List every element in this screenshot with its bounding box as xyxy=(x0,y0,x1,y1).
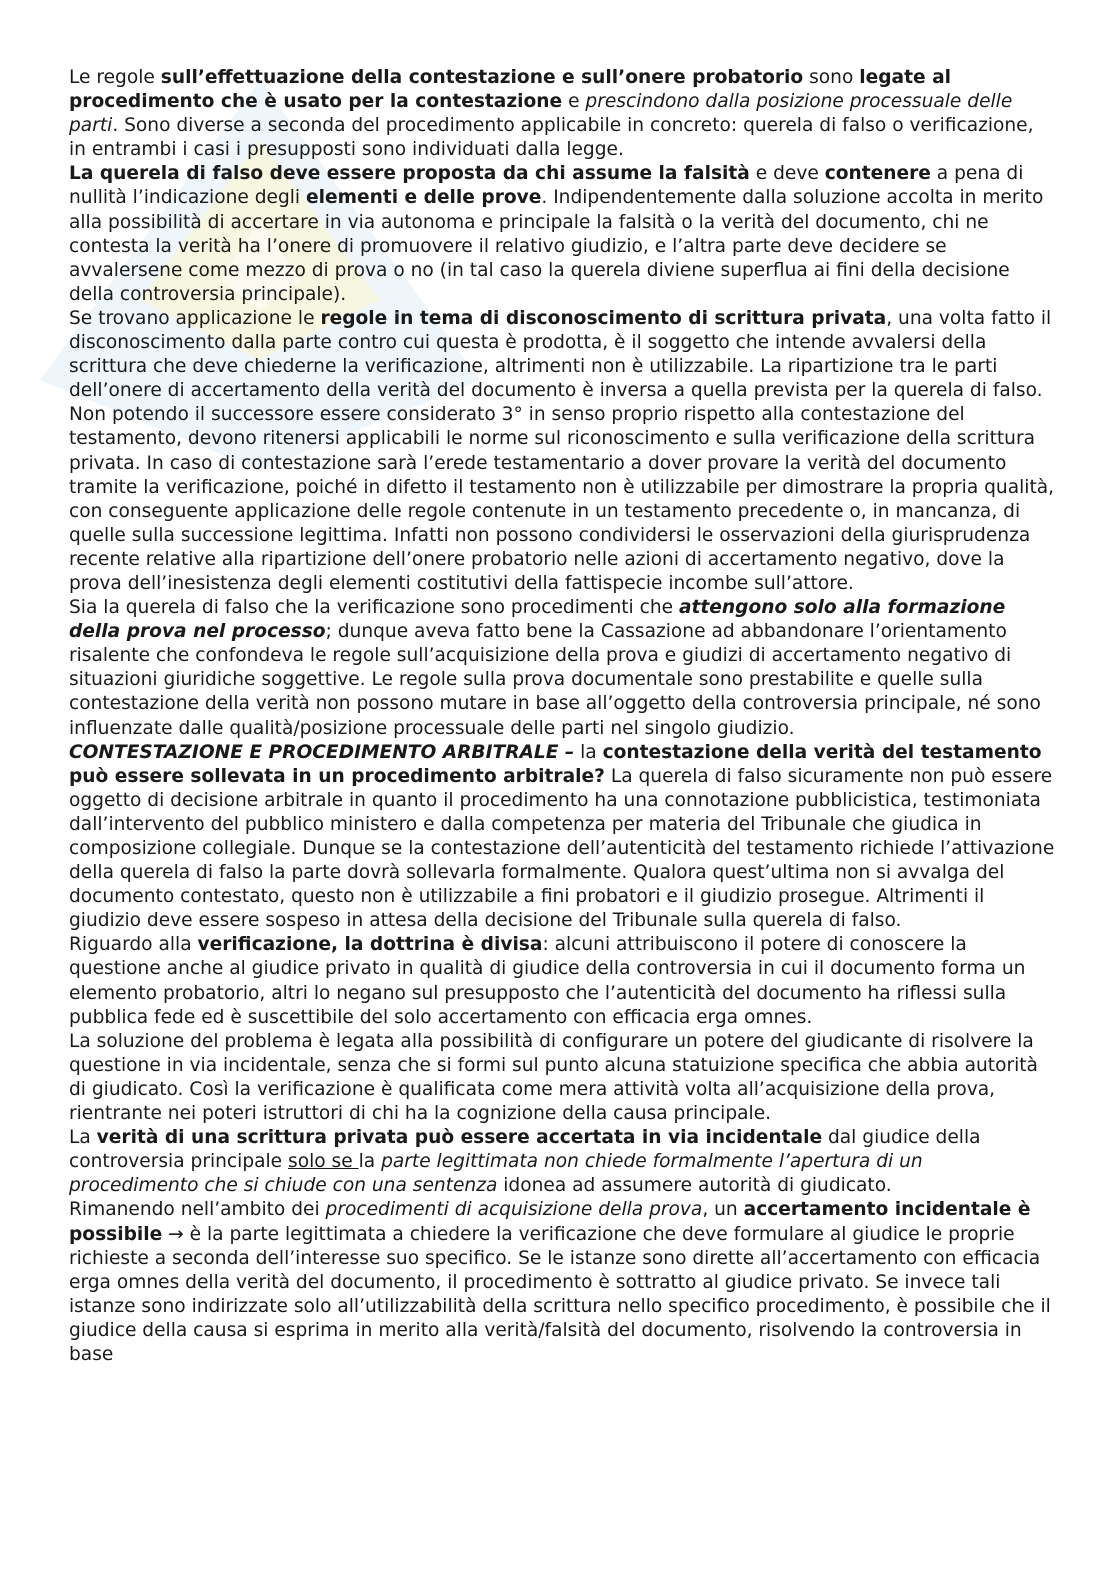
text-run: , un xyxy=(702,1199,744,1221)
text-run: dal giudice della controversia principale xyxy=(69,1127,981,1173)
paragraph-9 xyxy=(69,1126,1056,1198)
text-run: la xyxy=(574,741,603,763)
text-run: Se trovano applicazione le xyxy=(69,307,321,329)
bold-text: sull’effettuazione della contestazione e sull’onere probatorio xyxy=(160,67,804,88)
italic-text: procedimenti di acquisizione della prova xyxy=(325,1199,703,1221)
bold-text: regole in tema di disconoscimento di scrittura privata xyxy=(320,307,887,329)
bold-text: legate al procedimento che è usato per la contestazione xyxy=(69,67,951,113)
text-run: , una volta fatto il disconoscimento dalla parte contro cui questa è prodotta, è il soggetto che intende avvalersi della scrittura che deve chiederne la verificazione, altrimenti non è utilizzabile. La ripartizione tra le parti dell’onere di accertamento della verità del documento è inversa a quella prevista per la querela di falso. xyxy=(69,307,1052,402)
text-run: la xyxy=(358,1151,382,1173)
text-run: . Sono diverse a seconda del procedimento applicabile in concreto: querela di falso o verificazione, in entrambi i casi i presupposti sono individuati dalla legge. xyxy=(69,115,1034,161)
bold-text: contenere xyxy=(824,163,931,185)
paragraph-5 xyxy=(69,596,1056,741)
text-run: Rimanendo nell’ambito dei xyxy=(69,1199,326,1221)
text-run: Le regole xyxy=(69,67,161,88)
text-run: : alcuni attribuiscono il potere di conoscere la questione anche al giudice privato in qualità di giudice della controversia in cui il documento forma un elemento probatorio, altri lo negano sul presupposto che l’autenticità del documento ha riflessi sulla pubblica fede ed è suscettibile del solo accertamento con efficacia erga omnes. xyxy=(69,934,1026,1028)
bold-text: elementi e delle prove xyxy=(306,187,542,209)
paragraph-10 xyxy=(69,1198,1056,1367)
text-run: e xyxy=(562,91,586,113)
paragraph-1 xyxy=(69,66,1056,162)
bold-text: verità di una scrittura privata può essere accertata in via incidentale xyxy=(96,1127,823,1149)
text-run: La xyxy=(69,1127,97,1149)
text-run: idonea ad assumere autorità di giudicato. xyxy=(497,1175,892,1197)
text-run: ; dunque aveva fatto bene la Cassazione ad abbandonare l’orientamento risalente che confondeva le regole sull’acquisizione della prova e giudizi di accertamento negativo di situazioni giuridiche soggettive. Le regole sulla prova documentale sono prestabilite e quelle sulla contestazione della verità non possono mutare in base all’oggetto della controversia principale, né sono influenzate dalle qualità/posizione processuale delle parti nel singolo giudizio. xyxy=(69,621,1041,739)
text-run: Non potendo il successore essere considerato 3° in senso proprio rispetto alla contestazione del testamento, devono ritenersi applicabili le norme sul riconoscimento e sulla verificazione della scrittura privata. In caso di contestazione sarà l’erede testamentario a dover provare la verità del documento tramite la verificazione, poiché in difetto il testamento non è utilizzabile per dimostrare la propria qualità, con conseguente applicazione delle regole contenute in un testamento precedente o, in mancanza, di quelle sulla successione legittima. Infatti non possono condividersi le osservazioni della giurisprudenza recente relative alla ripartizione dell’onere probatorio nelle azioni di accertamento negativo, dove la prova dell’inesistenza degli elementi costitutivi della fattispecie incombe sull’attore. xyxy=(69,404,1055,594)
text-run: Riguardo alla xyxy=(69,934,198,956)
bold-text: contestazione della verità del testamento può essere sollevata in un procedimento arbitrale? xyxy=(69,741,1042,787)
paragraph-7 xyxy=(69,933,1056,1029)
text-run: La soluzione del problema è legata alla possibilità di configurare un potere del giudicante di risolvere la questione in via incidentale, senza che si formi sul punto alcuna statuizione specifica che abbia autorità di giudicato. Così la verificazione è qualificata come mera attività volta all’acquisizione della prova, rientrante nei poteri istruttori di chi ha la cognizione della causa principale. xyxy=(69,1030,1038,1125)
bold-text: verificazione, la dottrina è divisa xyxy=(197,934,543,956)
text-run: a pena di nullità l’indicazione degli xyxy=(69,163,1024,209)
paragraph-4 xyxy=(69,403,1056,596)
text-run: . Indipendentemente dalla soluzione accolta in merito alla possibilità di accertare in via autonoma e principale la falsità o la verità del documento, chi ne contesta la verità ha l’onere di promuovere il relativo giudizio, e l’altra parte deve decidere se avvalersene come mezzo di prova o no (in tal caso la querela diviene superflua ai fini della decisione della controversia principale). xyxy=(69,187,1044,305)
bold-italic-text: attengono solo alla formazione della prova nel processo xyxy=(69,597,1006,643)
italic-text: parte legittimata non chiede formalmente l’apertura di un procedimento che si chiude con una sentenza xyxy=(69,1151,923,1197)
underlined-text: solo se xyxy=(288,1151,359,1173)
text-run: e deve xyxy=(749,163,825,185)
bold-text: accertamento incidentale è possibile xyxy=(69,1199,1031,1245)
paragraph-6 xyxy=(69,741,1056,934)
text-run: Sia la querela di falso che la verificazione sono procedimenti che xyxy=(69,597,679,619)
text-run: → è la parte legittimata a chiedere la verificazione che deve formulare al giudice le proprie richieste a seconda dell’interesse suo specifico. Se le istanze sono dirette all’accertamento con efficacia erga omnes della verità del documento, il procedimento è sottratto al giudice privato. Se invece tali istanze sono indirizzate solo all’utilizzabilità della scrittura nello specifico procedimento, è possibile che il giudice della causa si esprima in merito alla verità/falsità del documento, risolvendo la controversia in base xyxy=(69,1223,1051,1365)
paragraph-3 xyxy=(69,307,1056,403)
text-run: sono xyxy=(803,67,860,88)
paragraph-8 xyxy=(69,1030,1056,1126)
bold-text: La querela di falso deve essere proposta da chi assume la falsità xyxy=(69,163,750,185)
section-heading: CONTESTAZIONE E PROCEDIMENTO ARBITRALE – xyxy=(69,741,575,763)
text-run: La querela di falso sicuramente non può essere oggetto di decisione arbitrale in quanto il procedimento ha una connotazione pubblicistica, testimoniata dall’intervento del pubblico ministero e dalla competenza per materia del Tribunale che giudica in composizione collegiale. Dunque se la contestazione dell’autenticità del testamento richiede l’attivazione della querela di falso la parte dovrà sollevarla formalmente. Qualora quest’ultima non si avvalga del documento contestato, questo non è utilizzabile a fini probatori e il giudizio prosegue. Altrimenti il giudizio deve essere sospeso in attesa della decisione del Tribunale sulla querela di falso. xyxy=(69,765,1055,932)
italic-text: prescindono dalla posizione processuale delle parti xyxy=(69,91,1013,137)
paragraph-2 xyxy=(69,162,1056,307)
